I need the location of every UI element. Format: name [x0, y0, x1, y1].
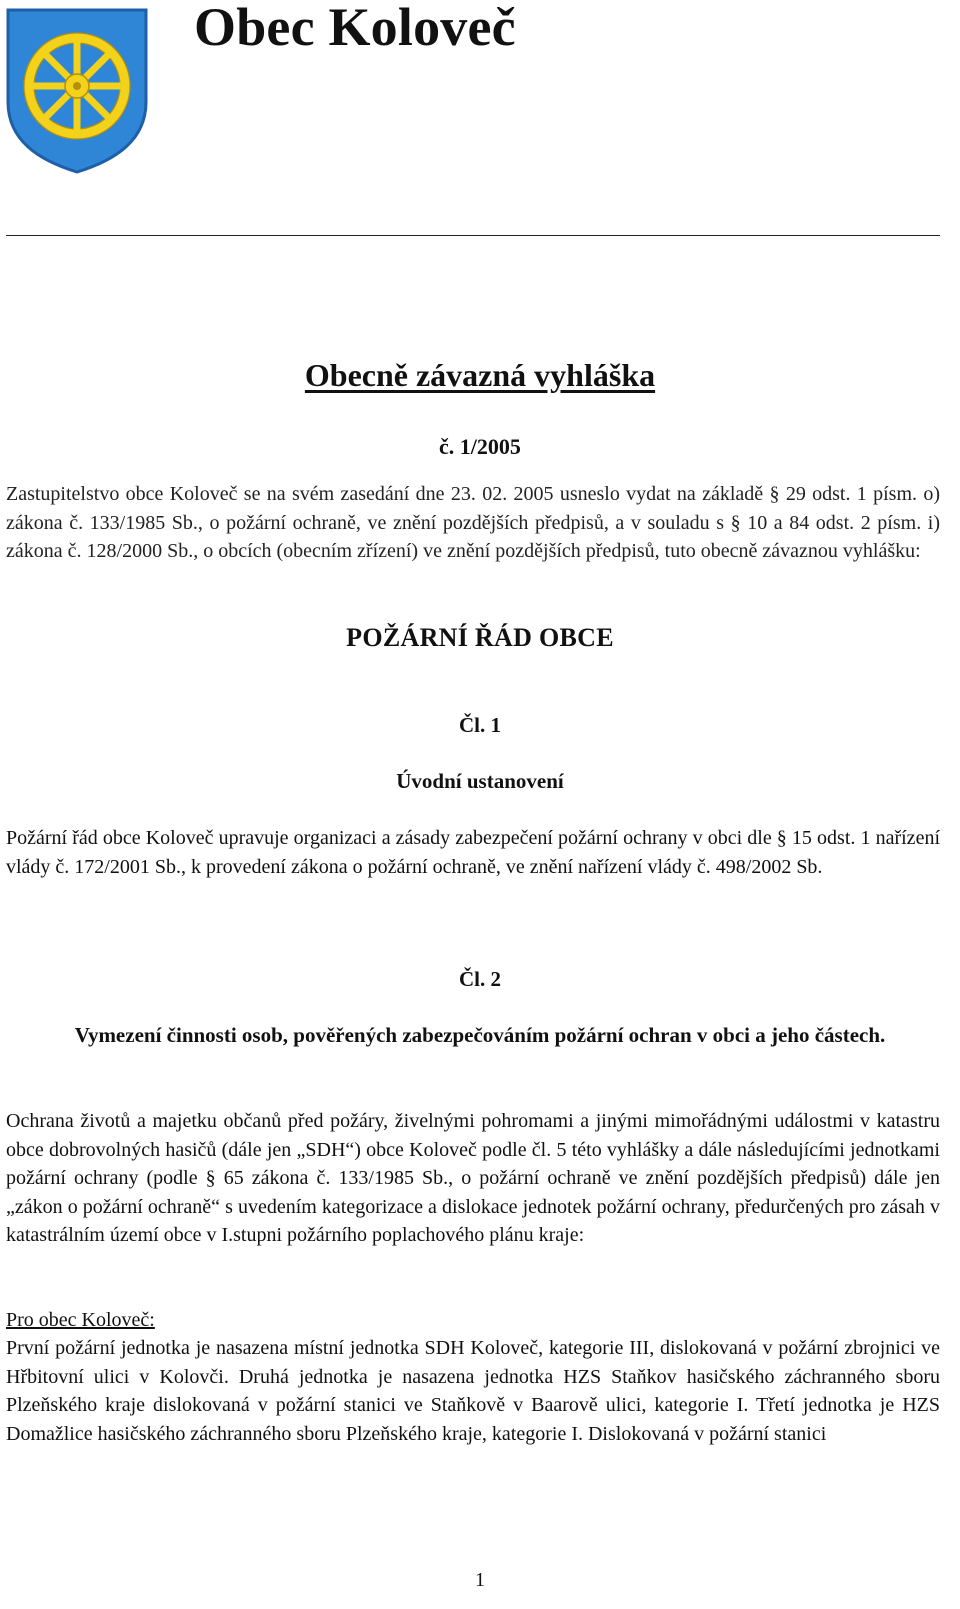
article-2-subheading: Pro obec Koloveč:	[6, 1309, 155, 1331]
article-1-text: Požární řád obce Koloveč upravuje organizaci a zásady zabezpečení požární ochrany v obci dle § 15 odst. 1 nařízení vlády č. 172/2001 Sb., k provedení zákona o požární ochraně, ve znění nařízení vlády č. 498/2002 Sb.	[6, 827, 940, 878]
town-title: Obec Koloveč	[194, 0, 516, 57]
article-1-number: Čl. 1	[459, 713, 501, 737]
coat-of-arms	[4, 6, 150, 174]
article-2-number: Čl. 2	[459, 967, 501, 991]
document-type-title: Obecně závazná vyhláška	[304, 357, 656, 393]
document-number: č. 1/2005	[439, 434, 521, 459]
article-1-heading: Úvodní ustanovení	[396, 769, 564, 793]
wheel-icon	[24, 33, 130, 139]
article-2-text: Ochrana životů a majetku občanů před požáry, živelnými pohromami a jinými mimořádnými událostmi v katastru obce dobrovolných hasičů (dále jen „SDH“) obce Koloveč podle čl. 5 této vyhlášky a dále následujícími jednotkami požární ochrany (podle § 65 zákona č. 133/1985 Sb., o požární ochraně ve znění pozdějších předpisů) dále jen „zákon o požární ochraně“ s uvedením kategorizace a dislokace jednotek požární ochrany, předurčených pro zásah v katastrálním území obce v I.stupni požárního poplachového plánu kraje:	[6, 1110, 940, 1246]
article-2-heading: Vymezení činnosti osob, pověřených zabezpečováním požární ochran v obci a jeho částech.	[74, 1023, 886, 1047]
page-number: 1	[475, 1569, 485, 1591]
intro-paragraph: Zastupitelstvo obce Koloveč se na svém zasedání dne 23. 02. 2005 usneslo vydat na základě § 29 odst. 1 písm. o) zákona č. 133/1985 Sb., o požární ochraně, ve znění pozdějších předpisů, a v souladu s § 10 a 84 odst. 2 písm. i) zákona č. 128/2000 Sb., o obcích (obecním zřízení) ve znění pozdějších předpisů, tuto obecně závaznou vyhlášku:	[6, 483, 940, 562]
article-2-unit-text: První požární jednotka je nasazena místní jednotka SDH Koloveč, kategorie III, dislokovaná v požární zbrojnici ve Hřbitovní ulici v Kolovči. Druhá jednotka je nasazena jednotka HZS Staňkov hasičského záchranného sboru Plzeňského kraje dislokovaná v požární stanici ve Staňkově v Baarově ulici, kategorie I. Třetí jednotka je HZS Domažlice hasičského záchranného sboru Plzeňského kraje, kategorie I. Dislokovaná v požární stanici	[6, 1337, 940, 1445]
order-title: POŽÁRNÍ ŘÁD OBCE	[346, 623, 614, 652]
header-divider	[6, 235, 940, 236]
